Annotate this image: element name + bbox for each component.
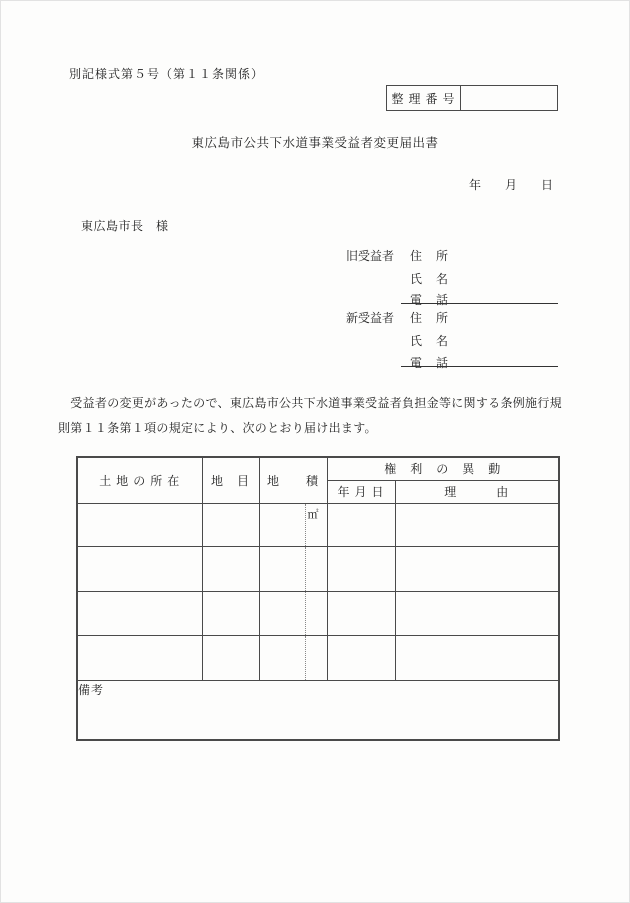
- cell-land-category: [202, 503, 259, 546]
- cell-change-reason: [395, 503, 559, 546]
- cell-land-area: [259, 503, 327, 546]
- table-row-4: [77, 635, 559, 680]
- area-divider-dotline: [305, 592, 306, 635]
- header-change-date: 年 月 日: [327, 480, 395, 503]
- cell-change-date: [327, 546, 395, 591]
- body-line-1: 受益者の変更があったので、東広島市公共下水道事業受益者負担金等に関する条例施行規: [58, 396, 562, 410]
- cell-land-location: [77, 591, 202, 635]
- date-line: 年 月 日: [469, 178, 554, 192]
- form-number: 別記様式第５号（第１１条関係）: [69, 67, 265, 81]
- remarks-label: 備考: [78, 682, 105, 697]
- reference-number-value: [461, 86, 557, 110]
- remarks-row: [77, 680, 559, 740]
- cell-land-category: [202, 635, 259, 680]
- cell-change-reason: [395, 591, 559, 635]
- header-land-category: 地 目: [202, 457, 259, 503]
- land-table: [76, 456, 560, 741]
- table-header-row-1: [77, 457, 559, 480]
- new-beneficiary-address-label: 住 所: [410, 311, 450, 325]
- cell-land-location: [77, 503, 202, 546]
- new-phone-underline: [401, 366, 558, 367]
- table-row-2: [77, 546, 559, 591]
- header-rights-transfer: 権 利 の 異 動: [327, 457, 559, 480]
- header-land-area: 地 積: [259, 457, 327, 503]
- old-phone-underline: [401, 303, 558, 304]
- cell-land-area: [259, 591, 327, 635]
- cell-land-category: [202, 591, 259, 635]
- cell-change-reason: [395, 635, 559, 680]
- cell-change-date: [327, 635, 395, 680]
- cell-change-date: [327, 503, 395, 546]
- document-title: 東広島市公共下水道事業受益者変更届出書: [191, 136, 439, 150]
- cell-land-area: [259, 546, 327, 591]
- new-beneficiary-name-label: 氏 名: [410, 334, 450, 348]
- cell-land-location: [77, 546, 202, 591]
- table-row-1: [77, 503, 559, 546]
- remarks-cell: [77, 680, 559, 740]
- area-divider-dotline: [305, 504, 306, 546]
- cell-land-area: [259, 635, 327, 680]
- reference-number-label: 整 理 番 号: [387, 86, 461, 110]
- area-divider-dotline: [305, 547, 306, 591]
- body-paragraph: [58, 391, 562, 441]
- cell-change-reason: [395, 546, 559, 591]
- addressee: 東広島市長 様: [81, 219, 169, 233]
- area-unit-label: ㎡: [307, 508, 319, 521]
- cell-land-category: [202, 546, 259, 591]
- old-beneficiary-phone-label: 電 話: [410, 293, 450, 307]
- header-change-reason: 理 由: [395, 480, 559, 503]
- old-beneficiary-name-label: 氏 名: [410, 272, 450, 286]
- new-beneficiary-label: 新受益者: [346, 311, 395, 325]
- new-beneficiary-phone-label: 電 話: [410, 356, 450, 370]
- old-beneficiary-address-label: 住 所: [410, 249, 450, 263]
- body-line-2: 則第１１条第１項の規定により、次のとおり届け出ます。: [58, 421, 377, 435]
- table-row-3: [77, 591, 559, 635]
- cell-change-date: [327, 591, 395, 635]
- cell-land-location: [77, 635, 202, 680]
- reference-number-box: [386, 85, 558, 111]
- old-beneficiary-label: 旧受益者: [346, 249, 395, 263]
- area-divider-dotline: [305, 636, 306, 680]
- header-land-location: 土 地 の 所 在: [77, 457, 202, 503]
